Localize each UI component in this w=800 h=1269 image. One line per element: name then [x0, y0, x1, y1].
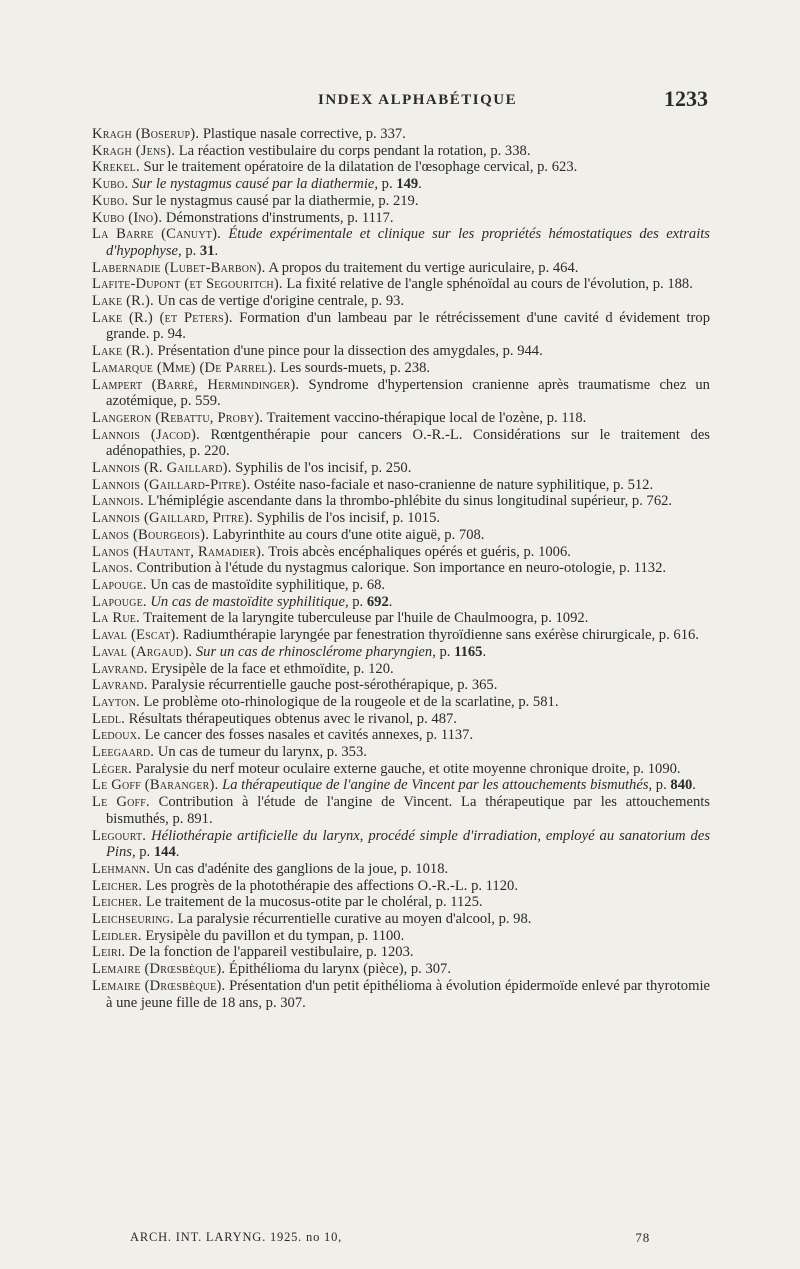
entry-text: p.: [181, 242, 200, 259]
index-entry: [92, 794, 710, 827]
index-entry: [92, 493, 710, 510]
entry-text: p.: [348, 593, 367, 610]
entry-title: La thérapeutique de l'angine de Vincent par les attouchements bismuthés,: [218, 777, 653, 794]
entry-text: Trois abcès encéphaliques opérés et guéris, p. 1006.: [264, 543, 571, 560]
entry-author: Lavrand.: [92, 660, 148, 677]
entry-author: La Rue.: [92, 610, 140, 627]
entry-text: Le cancer des fosses nasales et cavités annexes, p. 1137.: [140, 727, 474, 744]
entry-title: Héliothérapie artificielle du larynx, procédé simple d'irradiation, employé au sanatorium des Pins,: [106, 827, 710, 861]
entry-text: Ostéite naso-faciale et naso-cranienne de nature syphilitique, p. 512.: [250, 476, 654, 493]
entry-title: Un cas de mastoïdite syphilitique,: [146, 593, 349, 610]
entry-author: Laval (Argaud).: [92, 643, 193, 660]
entry-text: p.: [435, 643, 455, 660]
index-entry: [92, 594, 710, 611]
index-entry: [92, 961, 710, 978]
entry-text: Un cas de tumeur du larynx, p. 353.: [154, 744, 367, 761]
entry-author: Ledoux.: [92, 727, 141, 744]
entry-author: Lake (R.).: [92, 293, 154, 310]
entry-text: Syndrome d'hypertension cranienne après traumatisme chez un azotémique, p. 559.: [106, 376, 710, 410]
entry-author: Lamarque (Mme) (De Parrel).: [92, 359, 277, 376]
entry-text: Radiumthérapie laryngée par fenestration thyroïdienne sans exérèse chirurgicale, p. 616.: [179, 627, 699, 644]
index-entries: [92, 126, 710, 1011]
entry-author: Leegaard.: [92, 744, 155, 761]
entry-title: Sur le nystagmus causé par la diathermie,: [128, 176, 379, 193]
index-entry: [92, 460, 710, 477]
entry-text: Un cas d'adénite des ganglions de la joue, p. 1018.: [150, 860, 449, 877]
entry-text: Erysipèle du pavillon et du tympan, p. 1100.: [141, 927, 405, 944]
entry-author: Leidler.: [92, 927, 142, 944]
index-entry: [92, 661, 710, 678]
entry-text: Présentation d'une pince pour la dissection des amygdales, p. 944.: [153, 343, 543, 360]
entry-punctuation: .: [692, 777, 696, 794]
index-entry: [92, 761, 710, 778]
index-entry: [92, 427, 710, 460]
entry-author: Lanos.: [92, 560, 133, 577]
entry-text: p.: [135, 844, 154, 861]
entry-text: Contribution à l'étude de l'angine de Vincent. La thérapeutique par les attouchements bismuthés, p. 891.: [106, 794, 710, 827]
entry-text: Formation d'un lambeau par le rétrécissement d'une cavité d évidement trop grande. p. 94.: [106, 309, 711, 343]
entry-text: Démonstrations d'instruments, p. 1117.: [162, 209, 394, 226]
index-entry: [92, 644, 710, 661]
index-entry: [92, 727, 710, 744]
entry-page: 149: [396, 176, 419, 193]
entry-text: Labyrinthite au cours d'une otite aiguë, p. 708.: [209, 526, 485, 543]
index-entry: [92, 944, 710, 961]
entry-title: Sur un cas de rhinosclérome pharyngien,: [192, 643, 436, 660]
index-entry: [92, 610, 710, 627]
entry-author: Leicher.: [92, 894, 143, 911]
entry-author: Léger.: [92, 760, 132, 777]
entry-text: L'hémiplégie ascendante dans la thrombo-phlébite du sinus longitudinal supérieur, p. 762.: [143, 493, 673, 510]
entry-text: Sur le nystagmus causé par la diathermie, p. 219.: [128, 192, 419, 209]
entry-author: Lake (R.) (et Peters).: [92, 309, 233, 326]
entry-author: Lake (R.).: [92, 343, 154, 360]
entry-author: La Barre (Canuyt).: [92, 226, 221, 243]
page-number: 1233: [664, 86, 708, 111]
entry-author: Leiri.: [92, 944, 126, 961]
entry-text: Épithélioma du larynx (pièce), p. 307.: [225, 961, 451, 978]
entry-author: Layton.: [92, 693, 140, 710]
index-entry: [92, 193, 710, 210]
entry-text: Traitement vaccino-thérapique local de l'ozène, p. 118.: [263, 409, 587, 426]
entry-page: 144: [153, 844, 176, 861]
entry-text: Les progrès de la photothérapie des affections O.-R.-L. p. 1120.: [142, 877, 518, 894]
entry-page: 31: [199, 242, 215, 259]
index-entry: [92, 677, 710, 694]
index-entry: [92, 744, 710, 761]
index-entry: [92, 276, 710, 293]
entry-author: Lanos (Hautant, Ramadier).: [92, 543, 265, 560]
index-entry: [92, 544, 710, 561]
entry-author: Lapouge.: [92, 576, 147, 593]
entry-author: Lannois.: [92, 493, 144, 510]
entry-author: Kubo.: [92, 176, 129, 193]
entry-author: Le Goff (Baranger).: [92, 777, 219, 794]
entry-text: A propos du traitement du vertige auriculaire, p. 464.: [265, 259, 579, 276]
index-entry: [92, 777, 710, 794]
index-entry: [92, 694, 710, 711]
entry-author: Laval (Escat).: [92, 627, 180, 644]
entry-punctuation: .: [482, 643, 487, 660]
entry-author: Lehmann.: [92, 860, 151, 877]
entry-author: Labernadie (Lubet-Barbon).: [92, 259, 266, 276]
entry-author: Kragh (Boserup).: [92, 126, 200, 142]
index-entry: [92, 143, 710, 160]
entry-author: Kubo.: [92, 192, 129, 209]
index-entry: [92, 310, 710, 343]
entry-text: Paralysie du nerf moteur oculaire externe gauche, et otite moyenne chronique droite, p. 1090.: [131, 760, 681, 777]
index-entry: [92, 360, 710, 377]
index-entry: [92, 928, 710, 945]
entry-text: Le problème oto-rhinologique de la rougeole et de la scarlatine, p. 581.: [139, 693, 559, 710]
entry-page: 1165: [454, 643, 483, 660]
index-entry: [92, 527, 710, 544]
entry-text: Sur le traitement opératoire de la dilatation de l'œsophage cervical, p. 623.: [139, 159, 578, 176]
entry-punctuation: .: [214, 242, 219, 259]
index-entry: [92, 343, 710, 360]
index-entry: [92, 410, 710, 427]
entry-text: p.: [378, 176, 397, 193]
index-entry: [92, 293, 710, 310]
entry-text: Syphilis de l'os incisif, p. 250.: [231, 460, 412, 477]
entry-text: Présentation d'un petit épithélioma à évolution épidermoïde enlevé par thyrotomie à une jeune fille de 18 ans, p. 307.: [106, 977, 710, 1011]
index-entry: [92, 894, 710, 911]
entry-text: p.: [652, 777, 671, 794]
entry-author: Lannois (Jacod).: [92, 426, 200, 443]
index-entry: [92, 577, 710, 594]
index-entry: [92, 477, 710, 494]
entry-text: Rœntgenthérapie pour cancers O.-R.-L. Considérations sur le traitement des adénopathies, p. 220.: [106, 426, 710, 460]
entry-page: 692: [366, 593, 389, 610]
entry-author: Lapouge.: [92, 593, 147, 610]
entry-author: Lemaire (Drœsbèque).: [92, 977, 226, 994]
index-entry: [92, 226, 710, 259]
index-entry: [92, 159, 710, 176]
entry-author: Kubo (Ino).: [92, 209, 163, 226]
entry-text: Traitement de la laryngite tuberculeuse par l'huile de Chaulmoogra, p. 1092.: [139, 610, 589, 627]
index-entry: [92, 978, 710, 1011]
entry-text: Un cas de vertige d'origine centrale, p. 93.: [153, 293, 405, 310]
index-entry: [92, 711, 710, 728]
index-entry: [92, 176, 710, 193]
entry-text: Contribution à l'étude du nystagmus calorique. Son importance en neuro-otologie, p. 1132.: [133, 560, 667, 577]
index-entry: [92, 210, 710, 227]
entry-text: De la fonction de l'appareil vestibulaire, p. 1203.: [125, 944, 414, 961]
signature-mark: 78: [635, 1230, 650, 1245]
entry-author: Lafite-Dupont (et Segouritch).: [92, 276, 283, 293]
entry-text: La fixité relative de l'angle sphénoïdal au cours de l'évolution, p. 188.: [282, 276, 693, 293]
entry-author: Lannois (Gaillard-Pitre).: [92, 476, 251, 493]
index-entry: [92, 560, 710, 577]
entry-author: Leicher.: [92, 877, 143, 894]
entry-punctuation: .: [418, 176, 422, 193]
journal-reference: ARCH. INT. LARYNG. 1925. no 10,: [130, 1230, 343, 1244]
entry-text: Paralysie récurrentielle gauche post-sérothérapique, p. 365.: [147, 677, 498, 694]
entry-author: Legourt.: [92, 827, 147, 844]
index-entry: [92, 260, 710, 277]
entry-author: Lampert (Barré, Hermindinger).: [92, 376, 300, 393]
entry-page: 840: [670, 777, 693, 794]
entry-text: Les sourds-muets, p. 238.: [276, 359, 431, 376]
entry-text: Erysipèle de la face et ethmoïdite, p. 120.: [147, 660, 394, 677]
entry-text: Résultats thérapeutiques obtenus avec le rivanol, p. 487.: [125, 710, 457, 727]
entry-author: Leichseuring.: [92, 911, 174, 928]
entry-text: La paralysie récurrentielle curative au moyen d'alcool, p. 98.: [173, 911, 532, 928]
entry-author: Ledl.: [92, 710, 126, 727]
index-entry: [92, 878, 710, 895]
entry-text: La réaction vestibulaire du corps pendant la rotation, p. 338.: [175, 142, 531, 159]
index-entry: [92, 510, 710, 527]
index-entry: [92, 911, 710, 928]
entry-author: Langeron (Rebattu, Proby).: [92, 409, 264, 426]
running-title: INDEX ALPHABÉTIQUE: [318, 92, 518, 108]
page-header: [90, 86, 708, 116]
entry-text: Syphilis de l'os incisif, p. 1015.: [252, 510, 441, 527]
entry-author: Le Goff.: [92, 794, 150, 811]
index-entry: [92, 377, 710, 410]
entry-author: Lemaire (Drœsbèque).: [92, 961, 226, 978]
page-footer: [130, 1230, 650, 1245]
index-entry: [92, 126, 710, 143]
entry-title: Étude expérimentale et clinique sur les propriétés hémostatiques des extraits d'hypophyse,: [106, 226, 710, 259]
entry-author: Lannois (Gaillard, Pitre).: [92, 510, 253, 527]
index-entry: [92, 828, 710, 861]
entry-author: Kragh (Jens).: [92, 142, 176, 159]
entry-punctuation: .: [388, 593, 393, 610]
entry-text: Plastique nasale corrective, p. 337.: [199, 126, 406, 142]
entry-text: Le traitement de la mucosus-otite par le choléral, p. 1125.: [142, 894, 483, 911]
entry-punctuation: .: [175, 844, 180, 861]
entry-author: Lanos (Bourgeois).: [92, 526, 210, 543]
entry-text: Un cas de mastoïdite syphilitique, p. 68.: [146, 576, 386, 593]
entry-author: Krekel.: [92, 159, 140, 176]
index-entry: [92, 861, 710, 878]
entry-author: Lannois (R. Gaillard).: [92, 460, 232, 477]
entry-author: Lavrand.: [92, 677, 148, 694]
index-entry: [92, 627, 710, 644]
